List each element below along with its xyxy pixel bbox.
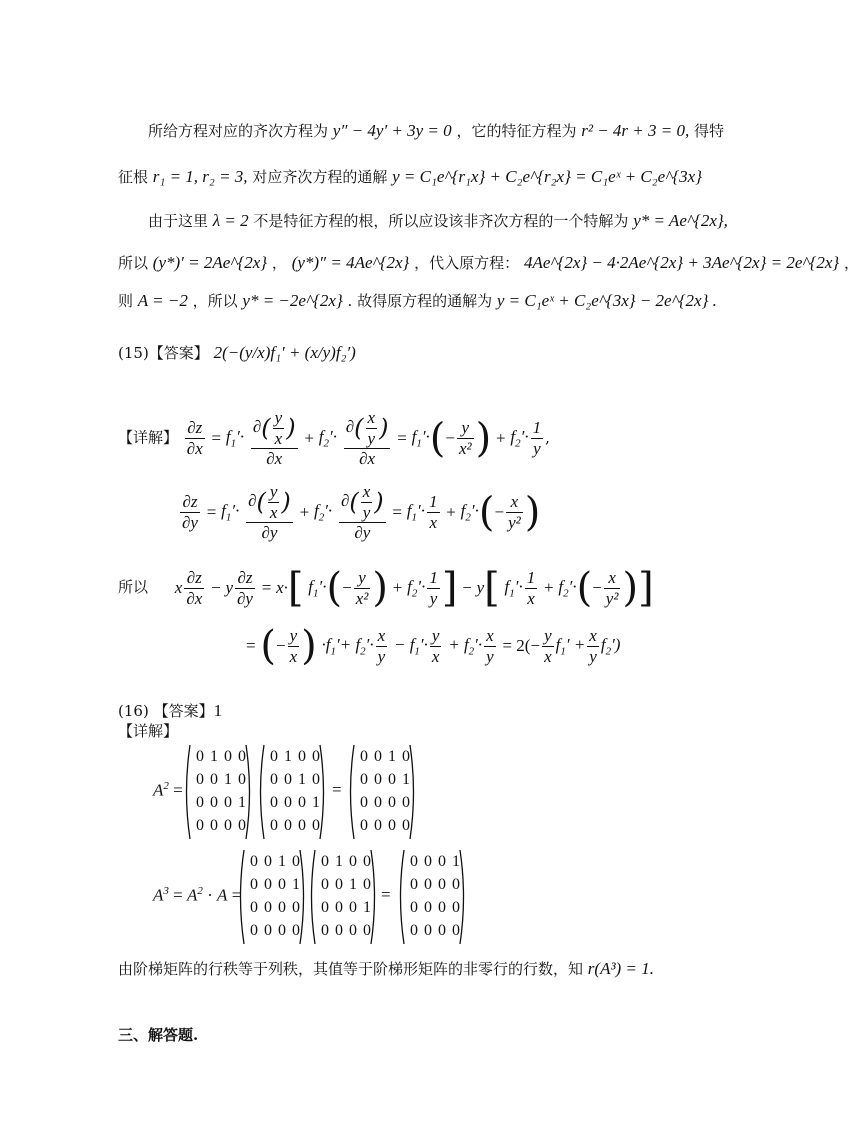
text: 则 xyxy=(118,292,134,310)
matrix-cell: 1 xyxy=(335,853,343,870)
matrix-A3 xyxy=(396,848,468,946)
p16-conclusion xyxy=(118,958,654,980)
fraction: ∂( $\frac{x}{y}$ ) ∂x xyxy=(345,408,389,469)
detail-tag: 【详解】 xyxy=(118,428,179,447)
matrix-cell: 1 xyxy=(284,748,292,765)
right-paren xyxy=(320,745,324,839)
matrix-cell: 0 xyxy=(238,748,246,765)
matrix-cell: 0 xyxy=(410,853,418,870)
left-paren xyxy=(401,850,405,944)
equation: y″ − 4y′ + 3y = 0 xyxy=(332,121,452,140)
matrix-A xyxy=(256,743,328,841)
fraction: $\frac{\partial z}{\partial x}$ xyxy=(186,418,203,458)
matrix-cell: 1 xyxy=(388,748,396,765)
matrix-cell: 0 xyxy=(284,794,292,811)
answer-tag: 【答案】 xyxy=(148,344,209,362)
matrix-cell: 1 xyxy=(298,771,306,788)
matrix-cell: 0 xyxy=(424,922,432,939)
matrix-cell: 0 xyxy=(224,817,232,834)
matrix-cell: 0 xyxy=(402,748,410,765)
matrix-cell: 0 xyxy=(321,922,329,939)
matrix-cell: 0 xyxy=(292,853,300,870)
matrix-cell: 0 xyxy=(298,748,306,765)
matrix-cell: 0 xyxy=(264,853,272,870)
matrix-cell: 0 xyxy=(360,771,368,788)
matrix-cell: 0 xyxy=(270,794,278,811)
equation: λ = 2 xyxy=(212,211,249,230)
matrix-cell: 0 xyxy=(224,794,232,811)
matrix-cell: 0 xyxy=(410,922,418,939)
matrix-cell: 0 xyxy=(264,899,272,916)
matrix-cell: 0 xyxy=(210,817,218,834)
matrix-cell: 0 xyxy=(196,817,204,834)
equals-sign: = xyxy=(381,885,391,904)
text: ， xyxy=(843,254,859,272)
text: 对应齐次方程的通解 xyxy=(252,168,388,186)
equation: r(A³) = 1. xyxy=(587,959,654,978)
p15-result: = (− $\frac{y}{x}$ ) $\cdot f_1'+ f_2'\cdot$ $\frac{x}{y}$ − $f_1'\cdot$ $\frac{y}{x}$ + $f_2'\cdot$ $\frac{x}{y}$ = 2(− $\frac{y}{x}$ $f_1'$ + $\frac{x}{y}$ $f_2'$) xyxy=(246,623,621,670)
matrix-cell: 0 xyxy=(402,794,410,811)
matrix-cell: 0 xyxy=(438,899,446,916)
matrix-cell: 1 xyxy=(278,853,286,870)
matrix-cell: 1 xyxy=(238,794,246,811)
matrix-cell: 0 xyxy=(374,794,382,811)
detail-tag: 【详解】 xyxy=(118,722,179,740)
matrix-cell: 1 xyxy=(402,771,410,788)
matrix-A2-brackets xyxy=(346,743,418,841)
matrix-cell: 0 xyxy=(424,876,432,893)
matrix-cell: 0 xyxy=(363,853,371,870)
matrix-cell: 0 xyxy=(349,899,357,916)
text: ， xyxy=(271,254,287,272)
equals-sign: = xyxy=(332,780,342,799)
text: ，它的特征方程为 xyxy=(456,122,577,140)
text: ，代入原方程： xyxy=(414,254,520,272)
matrix-cell: 0 xyxy=(388,817,396,834)
matrix-A2 xyxy=(346,743,418,841)
matrix-cell: 1 xyxy=(452,853,460,870)
matrix-cell: 0 xyxy=(312,748,320,765)
matrix-cell: 0 xyxy=(424,899,432,916)
right-paren xyxy=(246,745,250,839)
matrix-cell: 1 xyxy=(210,748,218,765)
matrix-cell: 0 xyxy=(284,817,292,834)
text: 不是特征方程的根，所以应设该非齐次方程的一个特解为 xyxy=(253,212,629,230)
matrix-cell: 0 xyxy=(321,876,329,893)
left-paren xyxy=(261,745,265,839)
matrix-cell: 1 xyxy=(349,876,357,893)
equation: A = −2 xyxy=(137,291,188,310)
text: 由于这里 xyxy=(148,212,209,230)
matrix-cell: 0 xyxy=(402,817,410,834)
matrix-cell: 0 xyxy=(224,748,232,765)
matrix-cell: 0 xyxy=(278,922,286,939)
answer-equation: 2(−(y/x)f₁′ + (x/y)f₂′) xyxy=(213,343,356,362)
p16-detail-line xyxy=(118,722,178,742)
matrix-cell: 0 xyxy=(312,771,320,788)
matrix-cell: 1 xyxy=(363,899,371,916)
p14-line1 xyxy=(148,120,724,142)
matrix-cell: 0 xyxy=(438,853,446,870)
equation: r² − 4r + 3 = 0, xyxy=(581,121,690,140)
matrix-cell: 0 xyxy=(363,876,371,893)
right-paren xyxy=(300,850,304,944)
matrix-cell: 0 xyxy=(410,876,418,893)
matrix-cell: 1 xyxy=(312,794,320,811)
text: 所以 xyxy=(118,254,149,272)
matrix-A-brackets xyxy=(182,743,254,841)
left-paren xyxy=(351,745,355,839)
matrix-cell: 0 xyxy=(452,876,460,893)
matrix-cell: 0 xyxy=(410,899,418,916)
matrix-cell: 0 xyxy=(292,922,300,939)
equation: (y*)′ = 2Ae^{2x} xyxy=(152,253,268,272)
matrix-cell: 0 xyxy=(438,922,446,939)
so-label: 所以 xyxy=(118,578,149,597)
right-paren xyxy=(460,850,464,944)
matrix-cell: 0 xyxy=(270,817,278,834)
matrix-cell: 0 xyxy=(335,899,343,916)
matrix-cell: 0 xyxy=(374,748,382,765)
text: 得特 xyxy=(694,122,725,140)
matrix-A xyxy=(307,848,379,946)
p15-so-line: 所以 x $\frac{\partial z}{\partial x}$ − y $\frac{\partial z}{\partial y}$ = x·[ $f_1'\cdot(-$ $\frac{y}{\text{x²}}$ ) + $f_2'\cdot$ $\frac{1}{y}$ ] − y[ $f_1'\cdot$ $\frac{1}{x}$ + $f_2'\cdot(-$ $\frac{x}{\text{y²}}$ )] xyxy=(118,565,654,612)
matrix-cell: 0 xyxy=(196,771,204,788)
matrix-cell: 1 xyxy=(292,876,300,893)
matrix-cell: 0 xyxy=(264,876,272,893)
p14-line4 xyxy=(118,252,859,274)
matrix-cell: 0 xyxy=(360,748,368,765)
matrix-cell: 0 xyxy=(270,748,278,765)
answer-value: 1 xyxy=(213,701,223,720)
matrix-cell: 0 xyxy=(210,771,218,788)
problem-number: (15) xyxy=(118,344,149,362)
matrix-A3-brackets xyxy=(396,848,468,946)
matrix-cell: 0 xyxy=(250,922,258,939)
matrix-cell: 0 xyxy=(363,922,371,939)
text: 征根 xyxy=(118,168,149,186)
p15-dz-dx: 【详解】 $\frac{\partial z}{\partial x}$ = $f_1'\cdot$ ∂( $\frac{y}{x}$ ) ∂x + $f_2'\cdot$ ∂( $\frac{x}{y}$ ) ∂x = $f_1'\cdot(-$ $\frac{y}{\text{x²}}$ ) + $f_2'\cdot$ $\frac{1}{y}$ , xyxy=(118,408,550,469)
A3-label: $A^3 = A^2 \cdot A$ = xyxy=(153,885,242,905)
matrix-cell: 0 xyxy=(335,876,343,893)
matrix-cell: 0 xyxy=(321,899,329,916)
p14-line5 xyxy=(118,290,717,312)
matrix-cell: 0 xyxy=(335,922,343,939)
left-paren xyxy=(241,850,245,944)
p16-answer-line xyxy=(118,700,222,722)
right-paren xyxy=(410,745,414,839)
equation: y = C₁eˣ + C₂e^{3x} − 2e^{2x} . xyxy=(496,291,717,310)
matrix-cell: 0 xyxy=(278,899,286,916)
matrix-cell: 0 xyxy=(452,899,460,916)
matrix-cell: 0 xyxy=(238,817,246,834)
matrix-cell: 0 xyxy=(250,876,258,893)
equation: 4Ae^{2x} − 4·2Ae^{2x} + 3Ae^{2x} = 2e^{2x} xyxy=(523,253,840,272)
equation: r₁ = 1, r₂ = 3, xyxy=(152,167,248,186)
matrix-cell: 0 xyxy=(438,876,446,893)
left-paren xyxy=(312,850,316,944)
matrix-cell: 0 xyxy=(210,794,218,811)
A2-label: $A^2$ = xyxy=(153,780,183,800)
matrix-A xyxy=(182,743,254,841)
fraction: $\frac{\partial z}{\partial y}$ xyxy=(182,492,198,532)
right-paren xyxy=(371,850,375,944)
text: . 故得原方程的通解为 xyxy=(347,292,493,310)
matrix-cell: 0 xyxy=(374,771,382,788)
left-paren xyxy=(187,745,191,839)
text: ，所以 xyxy=(192,292,238,310)
matrix-cell: 0 xyxy=(374,817,382,834)
matrix-A-brackets xyxy=(307,848,379,946)
matrix-cell: 0 xyxy=(278,876,286,893)
text: 由阶梯矩阵的行秩等于列秩，其值等于阶梯形矩阵的非零行的行数，知 xyxy=(118,960,584,978)
matrix-cell: 0 xyxy=(360,817,368,834)
matrix-cell: 0 xyxy=(250,853,258,870)
matrix-cell: 0 xyxy=(284,771,292,788)
matrix-cell: 0 xyxy=(298,794,306,811)
equation: y* = −2e^{2x} xyxy=(242,291,343,310)
problem-number: (16) xyxy=(118,702,149,720)
matrix-cell: 0 xyxy=(250,899,258,916)
matrix-cell: 0 xyxy=(349,853,357,870)
answer-tag: 【答案】 xyxy=(153,702,214,720)
equation: y = C₁e^{r₁x} + C₂e^{r₂x} = C₁eˣ + C₂e^{3x} xyxy=(392,167,703,186)
matrix-cell: 0 xyxy=(270,771,278,788)
p14-line3 xyxy=(148,210,728,232)
matrix-cell: 0 xyxy=(349,922,357,939)
matrix-A2-brackets xyxy=(236,848,308,946)
matrix-cell: 0 xyxy=(424,853,432,870)
matrix-cell: 0 xyxy=(196,794,204,811)
matrix-cell: 1 xyxy=(224,771,232,788)
matrix-cell: 0 xyxy=(238,771,246,788)
p15-answer-line xyxy=(118,342,356,364)
matrix-cell: 0 xyxy=(388,794,396,811)
matrix-cell: 0 xyxy=(264,922,272,939)
p14-line2 xyxy=(118,166,702,188)
matrix-A-brackets xyxy=(256,743,328,841)
equation: (y*)″ = 4Ae^{2x} xyxy=(291,253,410,272)
matrix-cell: 0 xyxy=(292,899,300,916)
matrix-cell: 0 xyxy=(196,748,204,765)
matrix-cell: 0 xyxy=(360,794,368,811)
fraction: ∂( $\frac{y}{x}$ ) ∂x xyxy=(252,408,296,469)
equation: y* = Ae^{2x}, xyxy=(633,211,728,230)
text: 所给方程对应的齐次方程为 xyxy=(148,122,329,140)
p15-dz-dy: $\frac{\partial z}{\partial y}$ = $f_1'\cdot$ ∂( $\frac{y}{x}$ ) ∂y + $f_2'\cdot$ ∂( $\frac{x}{y}$ ) ∂y = $f_1'\cdot$ $\frac{1}{x}$ + $f_2'\cdot(-$ $\frac{x}{\text{y²}}$ ) xyxy=(182,482,541,543)
section-title: 三、解答题. xyxy=(118,1026,199,1044)
matrix-A2 xyxy=(236,848,308,946)
matrix-cell: 0 xyxy=(298,817,306,834)
matrix-cell: 0 xyxy=(388,771,396,788)
matrix-cell: 0 xyxy=(452,922,460,939)
matrix-cell: 0 xyxy=(312,817,320,834)
matrix-cell: 0 xyxy=(321,853,329,870)
